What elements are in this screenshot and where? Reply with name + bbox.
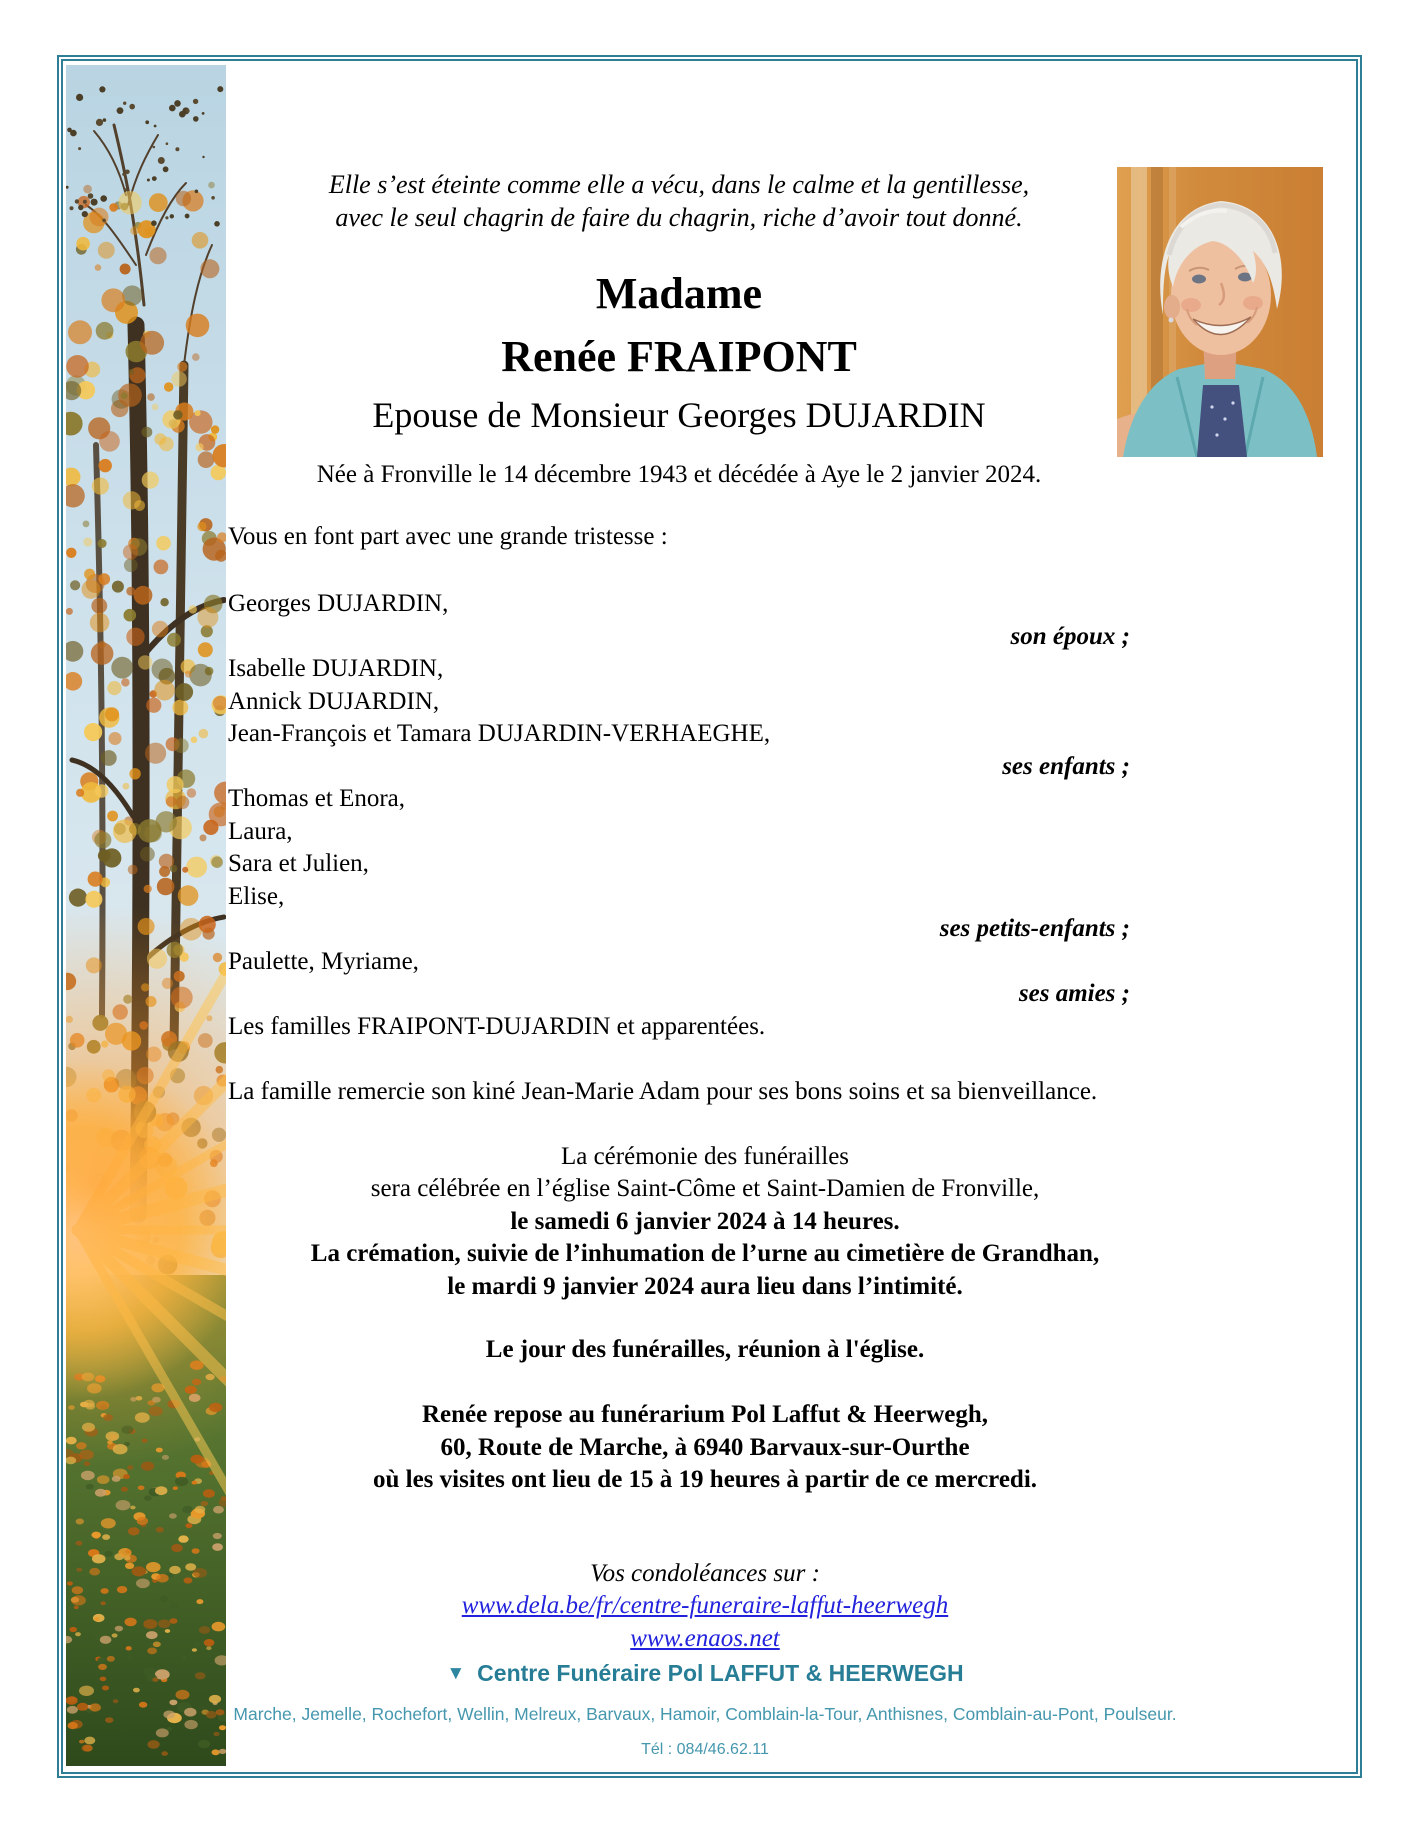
meeting-line: Le jour des funérailles, réunion à l'église. <box>485 1336 925 1363</box>
triangle-icon: ▼ <box>446 1663 466 1684</box>
condolences-label: Vos condoléances sur : <box>590 1560 820 1587</box>
thanks-line: La famille remercie son kiné Jean-Marie Adam pour ses bons soins et sa bienveillance. <box>228 1078 1098 1105</box>
autumn-photo-illustration <box>66 65 226 1766</box>
life-dates-line: Née à Fronville le 14 décembre 1943 et décédée à Aye le 2 janvier 2024. <box>316 461 1042 488</box>
footer-phone-line: Tél : 084/46.62.11 <box>641 1741 769 1758</box>
family-member-name: Isabelle DUJARDIN, <box>228 655 444 682</box>
relation-label: ses enfants ; <box>1002 752 1130 780</box>
ceremony-line-5: le mardi 9 janvier 2024 aura lieu dans l’intimité. <box>447 1272 963 1300</box>
autumn-photo <box>66 65 226 1766</box>
announcement-intro: Vous en font part avec une grande tristesse : <box>228 523 668 550</box>
condolence-link-dela[interactable]: www.dela.be/fr/centre-funeraire-laffut-heerwegh <box>461 1592 949 1620</box>
condolences-block <box>254 1558 1156 1655</box>
deceased-title: Madame <box>595 269 763 318</box>
repose-block <box>254 1399 1156 1497</box>
ceremony-line-2: sera célébrée en l’église Saint-Côme et Saint-Damien de Fronville, <box>370 1175 1040 1203</box>
relation-label: ses petits-enfants ; <box>939 915 1130 942</box>
deceased-name: Renée FRAIPONT <box>501 332 857 381</box>
portrait-photo <box>1117 167 1323 457</box>
portrait-illustration <box>1117 167 1323 457</box>
condolence-link-enaos[interactable]: www.enaos.net <box>630 1624 780 1652</box>
footer-brand-name: Centre Funéraire Pol LAFFUT & HEERWEGH <box>477 1660 964 1686</box>
ceremony-line-1: La cérémonie des funérailles <box>560 1143 850 1170</box>
relation-label: son époux ; <box>1010 622 1130 650</box>
family-member-name: Georges DUJARDIN, <box>228 590 449 617</box>
repose-line-3: où les visites ont lieu de 15 à 19 heures à partir de ce mercredi. <box>372 1466 1038 1494</box>
family-member-name: Sara et Julien, <box>228 850 369 877</box>
repose-line-1: Renée repose au funérarium Pol Laffut & Heerwegh, <box>421 1401 989 1428</box>
ceremony-line-4: La crémation, suivie de l’inhumation de l’urne au cimetière de Grandhan, <box>310 1240 1100 1268</box>
families-line: Les familles FRAIPONT-DUJARDIN et apparentées. <box>228 1012 766 1040</box>
ceremony-block <box>254 1141 1156 1303</box>
epigraph-line-2: avec le seul chagrin de faire du chagrin, riche d’avoir tout donné. <box>335 203 1023 232</box>
relation-label: ses amies ; <box>1018 980 1130 1007</box>
epigraph <box>228 168 1130 234</box>
family-member-name: Paulette, Myriame, <box>228 947 419 975</box>
family-member-name: Laura, <box>228 817 293 845</box>
family-member-name: Thomas et Enora, <box>228 785 406 812</box>
epigraph-line-1: Elle s’est éteinte comme elle a vécu, dans le calme et la gentillesse, <box>328 170 1030 199</box>
family-list <box>228 588 1130 1043</box>
family-member-name: Jean-François et Tamara DUJARDIN-VERHAEGHE, <box>228 720 771 747</box>
footer-brand-line <box>254 1660 1156 1687</box>
repose-line-2: 60, Route de Marche, à 6940 Barvaux-sur-Ourthe <box>440 1433 970 1461</box>
spouse-line: Epouse de Monsieur Georges DUJARDIN <box>372 395 986 435</box>
family-member-name: Elise, <box>228 882 285 910</box>
deceased-header <box>228 262 1130 442</box>
ceremony-line-3: le samedi 6 janvier 2024 à 14 heures. <box>510 1207 900 1235</box>
family-member-name: Annick DUJARDIN, <box>228 687 440 715</box>
footer-locations-line: Marche, Jemelle, Rochefort, Wellin, Melreux, Barvaux, Hamoir, Comblain-la-Tour, Anthisnes, Comblain-au-Pont, Poulseur. <box>233 1704 1177 1724</box>
